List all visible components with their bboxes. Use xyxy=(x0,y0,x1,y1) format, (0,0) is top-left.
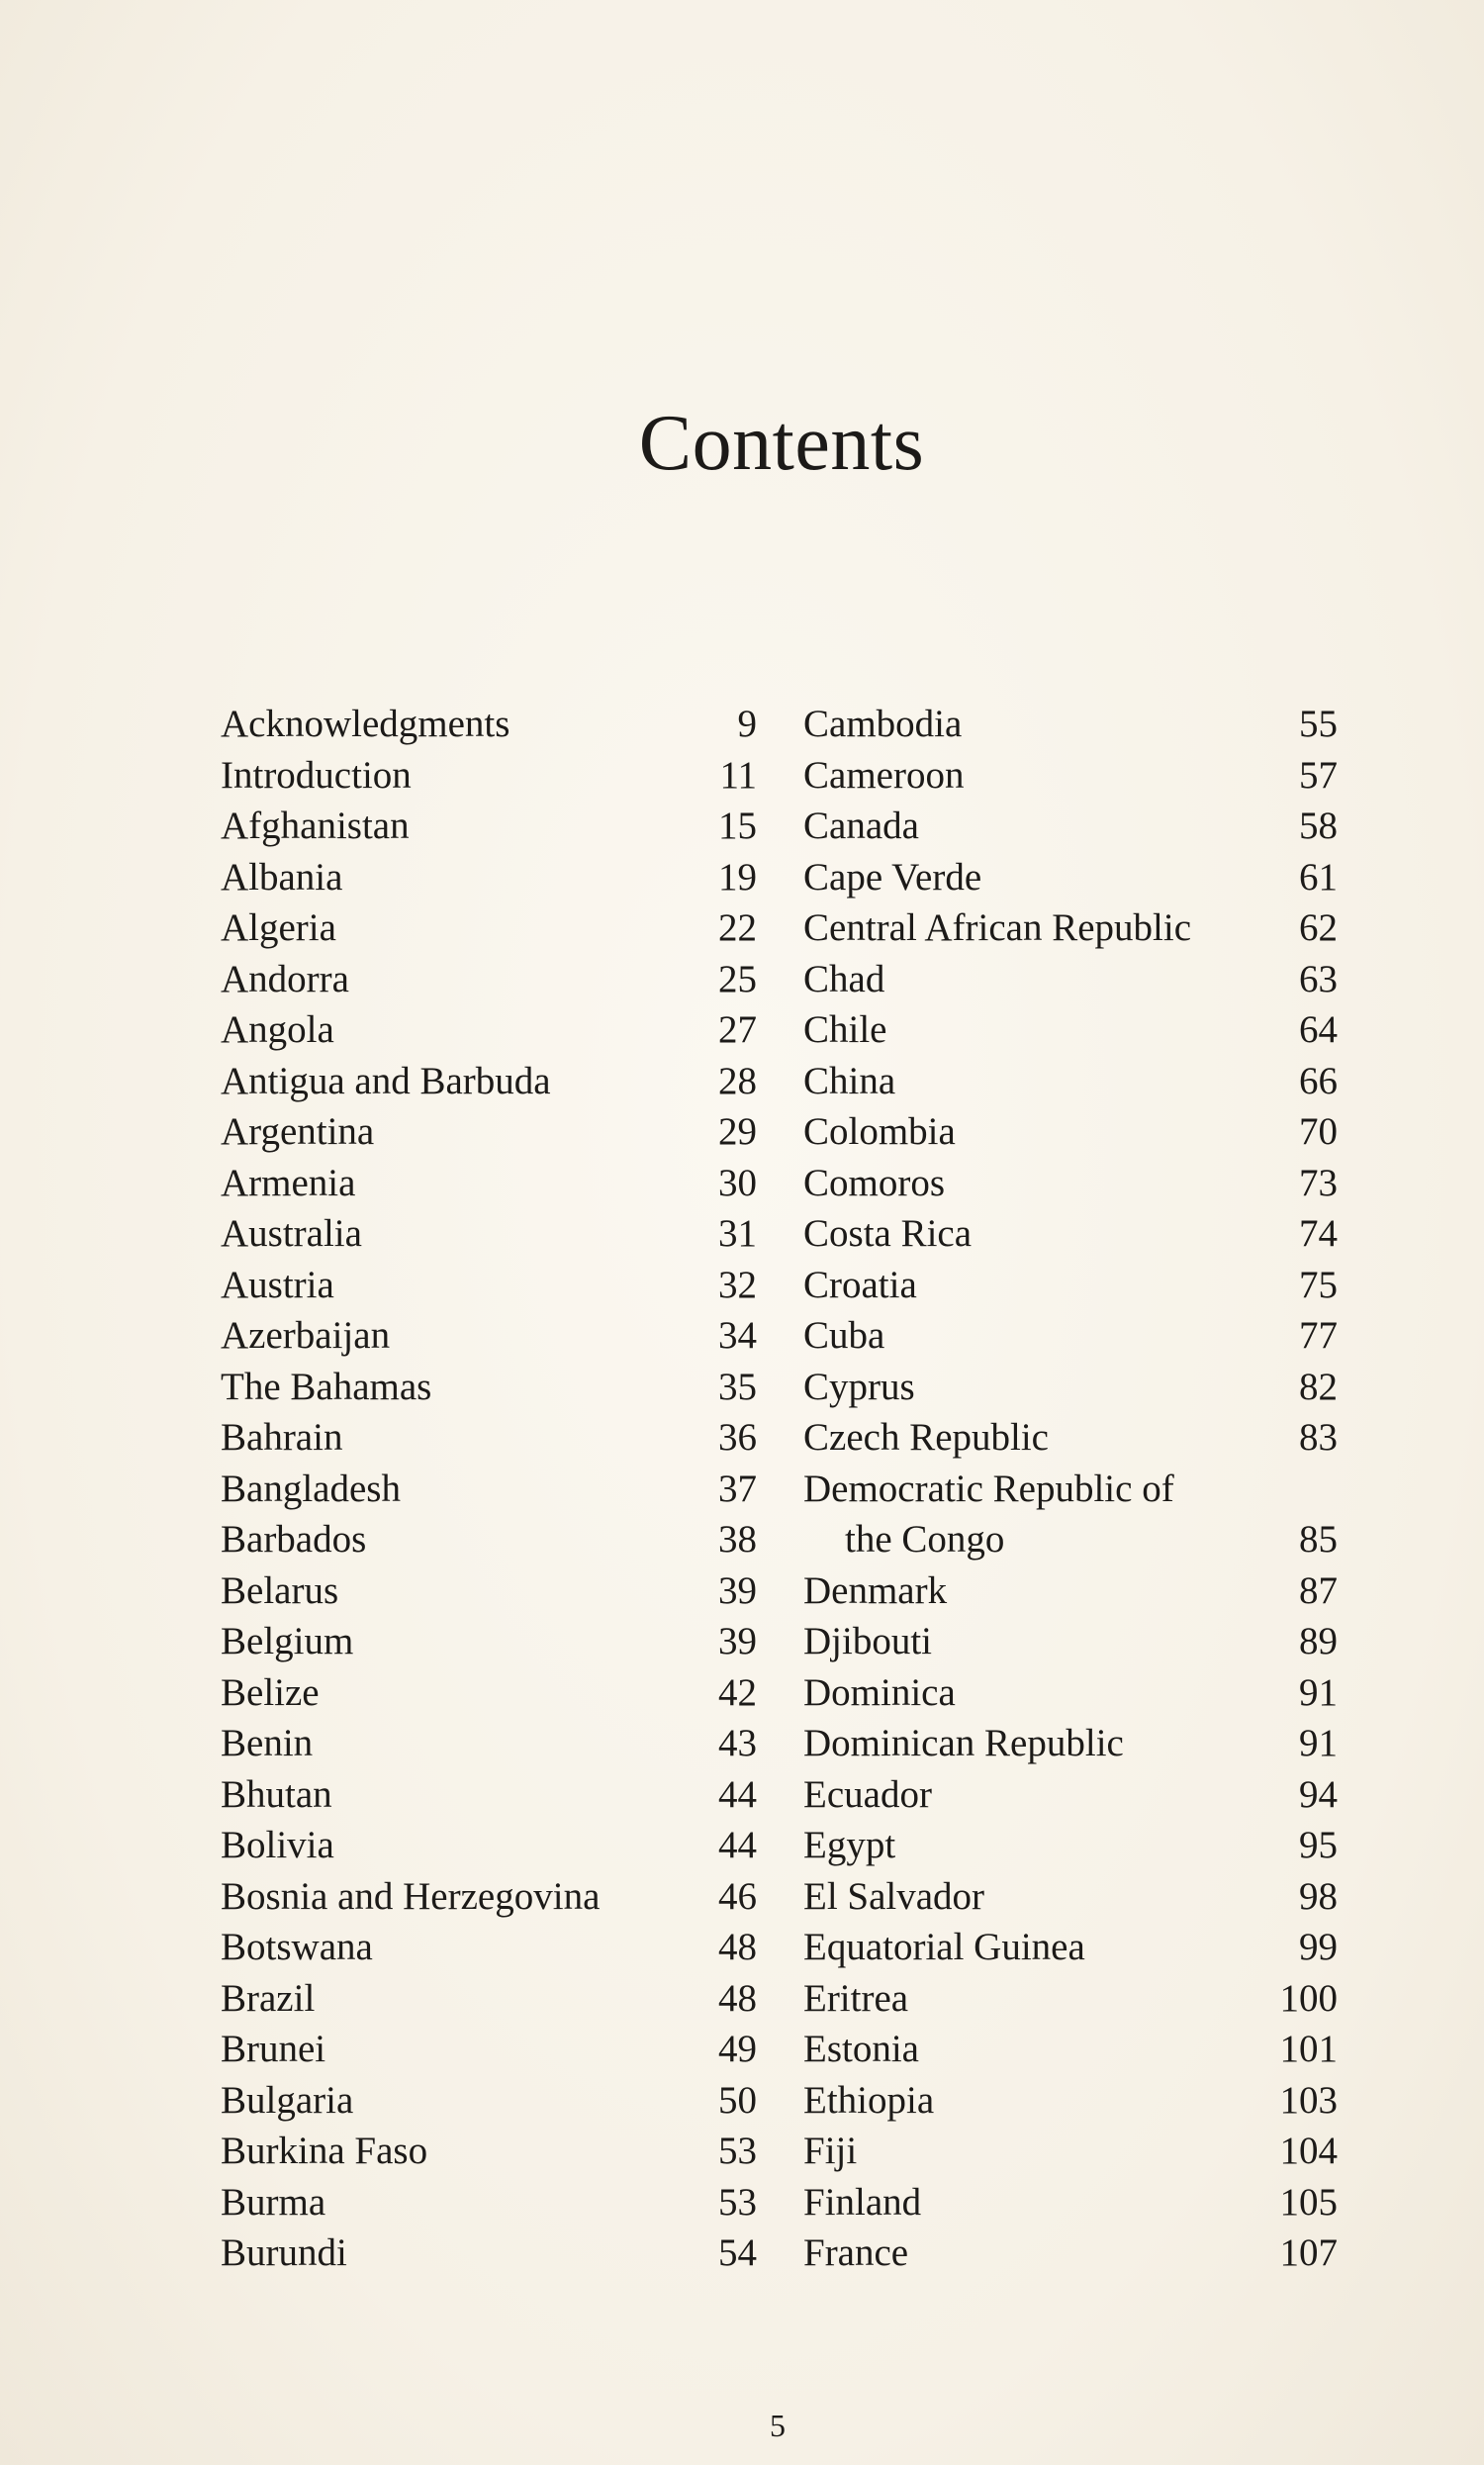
toc-entry-page: 55 xyxy=(1299,703,1338,745)
toc-entry-page: 46 xyxy=(718,1874,757,1918)
toc-entry-page: 73 xyxy=(1299,1161,1338,1204)
toc-entry xyxy=(221,2177,757,2228)
toc-entry-title: Algeria xyxy=(221,906,336,949)
toc-entry-title: Colombia xyxy=(803,1110,956,1153)
toc-entry-title: Central African Republic xyxy=(803,906,1192,949)
toc-entry-page: 48 xyxy=(718,1976,757,2020)
toc-entry xyxy=(803,2024,1338,2075)
toc-entry-title: Comoros xyxy=(803,1161,946,1204)
toc-entry-page: 50 xyxy=(718,2078,757,2122)
toc-entry xyxy=(221,1056,757,1107)
toc-entry xyxy=(221,1820,757,1871)
toc-entry-title: The Bahamas xyxy=(221,1365,432,1408)
toc-entry xyxy=(803,699,1338,750)
toc-entry-title: Costa Rica xyxy=(803,1212,973,1255)
toc-entry xyxy=(221,1464,757,1515)
toc-entry-title: Fiji xyxy=(803,2130,858,2172)
toc-entry xyxy=(221,1667,757,1719)
toc-entry-page: 35 xyxy=(718,1365,757,1408)
toc-entry-title: Cyprus xyxy=(803,1365,915,1408)
toc-entry xyxy=(803,1004,1338,1056)
toc-entry-title: Azerbaijan xyxy=(221,1314,391,1357)
toc-entry-page: 11 xyxy=(719,753,757,797)
toc-entry-title: Finland xyxy=(803,2180,922,2224)
toc-entry xyxy=(221,1922,757,1973)
toc-entry-page: 44 xyxy=(718,1824,757,1866)
toc-entry xyxy=(221,750,757,802)
toc-entry-title: Albania xyxy=(221,855,343,899)
toc-entry xyxy=(221,801,757,852)
toc-entry-page: 27 xyxy=(718,1008,757,1051)
toc-entry xyxy=(803,1973,1338,2025)
toc-entry-title: Equatorial Guinea xyxy=(803,1926,1085,1968)
toc-entry-page: 83 xyxy=(1299,1416,1338,1459)
toc-entry-page: 53 xyxy=(718,2130,757,2172)
toc-entry xyxy=(803,1260,1338,1311)
toc-entry-title: Bolivia xyxy=(221,1824,334,1866)
toc-entry xyxy=(221,2075,757,2127)
toc-entry-title: Dominica xyxy=(803,1670,956,1714)
toc-entry xyxy=(221,1616,757,1667)
toc-entry-title: Brunei xyxy=(221,2028,326,2070)
toc-entry xyxy=(221,1769,757,1821)
toc-entry xyxy=(221,902,757,954)
toc-entry xyxy=(221,1260,757,1311)
toc-entry-title: Burundi xyxy=(221,2231,347,2274)
toc-entry xyxy=(221,699,757,750)
toc-entry-title: Eritrea xyxy=(803,1976,909,2020)
toc-entry-title: Denmark xyxy=(803,1568,948,1612)
toc-entry-title: Cameroon xyxy=(803,753,965,797)
toc-entry-page: 98 xyxy=(1299,1874,1338,1918)
toc-entry-title: Democratic Republic of the Congo xyxy=(803,1467,1174,1561)
toc-entry xyxy=(803,750,1338,802)
toc-entry-page: 77 xyxy=(1299,1314,1338,1357)
toc-entry-title: Canada xyxy=(803,805,919,847)
toc-entry-title: Ecuador xyxy=(803,1772,932,1816)
toc-entry xyxy=(221,1718,757,1769)
toc-entry-page: 107 xyxy=(1279,2231,1338,2274)
toc-entry-page: 42 xyxy=(718,1670,757,1714)
toc-entry-title: Cuba xyxy=(803,1314,885,1357)
toc-entry-title: Czech Republic xyxy=(803,1416,1049,1459)
toc-entry xyxy=(803,1208,1338,1260)
toc-entry-page: 64 xyxy=(1299,1008,1338,1051)
toc-entry-title: Bosnia and Herzegovina xyxy=(221,1874,601,1918)
toc-entry-page: 89 xyxy=(1299,1620,1338,1662)
toc-entry-page: 32 xyxy=(718,1263,757,1306)
toc-entry-page: 91 xyxy=(1299,1670,1338,1714)
toc-entry xyxy=(221,1412,757,1464)
toc-entry-title: El Salvador xyxy=(803,1874,985,1918)
toc-entry-title: Acknowledgments xyxy=(221,703,510,745)
toc-entry-page: 44 xyxy=(718,1772,757,1816)
toc-entry-title: Bangladesh xyxy=(221,1467,401,1510)
toc-entry xyxy=(221,2126,757,2177)
toc-entry-title: Djibouti xyxy=(803,1620,933,1662)
toc-entry xyxy=(803,2228,1338,2279)
toc-entry xyxy=(221,1514,757,1565)
toc-entry-page: 99 xyxy=(1299,1926,1338,1968)
toc-entry-page: 34 xyxy=(718,1314,757,1357)
toc-entry xyxy=(803,1616,1338,1667)
toc-entry xyxy=(221,1973,757,2025)
toc-entry-title: Croatia xyxy=(803,1263,917,1306)
toc-entry-title: Chad xyxy=(803,957,885,1000)
toc-entry-page: 57 xyxy=(1299,753,1338,797)
toc-entry-page: 22 xyxy=(718,906,757,949)
toc-entry-title: Estonia xyxy=(803,2028,919,2070)
toc-entry-page: 91 xyxy=(1299,1722,1338,1764)
toc-entry xyxy=(221,1310,757,1362)
toc-entry-page: 63 xyxy=(1299,957,1338,1000)
toc-entry xyxy=(803,1056,1338,1107)
toc-entry-page: 28 xyxy=(718,1059,757,1102)
toc-entry xyxy=(221,1871,757,1923)
toc-entry-title: Austria xyxy=(221,1263,334,1306)
toc-entry-title: Benin xyxy=(221,1722,314,1764)
toc-entry-page: 25 xyxy=(718,957,757,1000)
toc-entry-title: Afghanistan xyxy=(221,805,410,847)
toc-entry-page: 70 xyxy=(1299,1110,1338,1153)
toc-entry xyxy=(803,1412,1338,1464)
toc-entry-title: Dominican Republic xyxy=(803,1722,1124,1764)
toc-entry xyxy=(803,1871,1338,1923)
toc-entry xyxy=(803,1310,1338,1362)
toc-entry-page: 104 xyxy=(1279,2130,1338,2172)
toc-entry-page: 74 xyxy=(1299,1212,1338,1255)
toc-entry-page: 87 xyxy=(1299,1568,1338,1612)
toc-entry-title: Australia xyxy=(221,1212,362,1255)
toc-entry xyxy=(221,2024,757,2075)
toc-entry-title: Angola xyxy=(221,1008,334,1051)
toc-entry-page: 49 xyxy=(718,2028,757,2070)
toc-entry-page: 66 xyxy=(1299,1059,1338,1102)
toc-entry-page: 30 xyxy=(718,1161,757,1204)
toc-entry xyxy=(221,852,757,903)
toc-entry-page: 15 xyxy=(718,805,757,847)
toc-entry-title: Cape Verde xyxy=(803,855,982,899)
toc-entry-page: 58 xyxy=(1299,805,1338,847)
toc-entry-title: Introduction xyxy=(221,753,412,797)
toc-entry-title: Brazil xyxy=(221,1976,316,2020)
toc-entry-title: Chile xyxy=(803,1008,887,1051)
toc-entry xyxy=(803,1158,1338,1209)
toc-entry-page: 62 xyxy=(1299,906,1338,949)
toc-entry-title: Cambodia xyxy=(803,703,963,745)
toc-entry-page: 39 xyxy=(718,1568,757,1612)
toc-entry xyxy=(803,1820,1338,1871)
toc-entry xyxy=(221,1158,757,1209)
toc-entry-page: 43 xyxy=(718,1722,757,1764)
toc-entry-title: Bhutan xyxy=(221,1772,332,1816)
toc-entry-title: Bahrain xyxy=(221,1416,343,1459)
toc-entry xyxy=(803,1718,1338,1769)
toc-entry-title: Ethiopia xyxy=(803,2078,935,2122)
toc-entry xyxy=(803,801,1338,852)
toc-entry xyxy=(221,1208,757,1260)
toc-entry-page: 9 xyxy=(737,703,757,745)
toc-entry-title: Belize xyxy=(221,1670,320,1714)
contents-column-left xyxy=(221,699,757,2279)
toc-entry xyxy=(803,1106,1338,1158)
toc-entry xyxy=(221,2228,757,2279)
toc-entry-title: Barbados xyxy=(221,1518,367,1561)
toc-entry-title: Burkina Faso xyxy=(221,2130,428,2172)
toc-entry xyxy=(803,954,1338,1005)
toc-entry xyxy=(803,1922,1338,1973)
toc-entry-page: 103 xyxy=(1279,2078,1338,2122)
toc-entry xyxy=(803,852,1338,903)
toc-entry-page: 53 xyxy=(718,2180,757,2224)
toc-entry-title: France xyxy=(803,2231,909,2274)
toc-entry-title: Belgium xyxy=(221,1620,354,1662)
toc-entry-page: 85 xyxy=(1299,1518,1338,1561)
toc-entry-page: 31 xyxy=(718,1212,757,1255)
toc-entry xyxy=(803,1565,1338,1617)
toc-entry-title: Andorra xyxy=(221,957,349,1000)
toc-entry-page: 95 xyxy=(1299,1824,1338,1866)
toc-entry-page: 105 xyxy=(1279,2180,1338,2224)
toc-entry xyxy=(803,2075,1338,2127)
toc-entry xyxy=(803,1769,1338,1821)
toc-entry-title: Burma xyxy=(221,2180,326,2224)
toc-entry xyxy=(803,1464,1338,1565)
toc-entry-page: 38 xyxy=(718,1518,757,1561)
toc-entry-page: 61 xyxy=(1299,855,1338,899)
toc-entry-page: 36 xyxy=(718,1416,757,1459)
toc-entry-title: Botswana xyxy=(221,1926,373,1968)
contents-column-right xyxy=(803,699,1338,2279)
toc-entry xyxy=(221,1106,757,1158)
toc-entry-title: Armenia xyxy=(221,1161,356,1204)
toc-entry-title: Belarus xyxy=(221,1568,339,1612)
toc-entry xyxy=(221,1565,757,1617)
toc-entry-page: 75 xyxy=(1299,1263,1338,1306)
page-number: 5 xyxy=(770,2408,786,2443)
toc-entry-page: 39 xyxy=(718,1620,757,1662)
toc-entry-title: Antigua and Barbuda xyxy=(221,1059,551,1102)
toc-entry-title: China xyxy=(803,1059,896,1102)
toc-entry-title: Egypt xyxy=(803,1824,896,1866)
toc-entry-title: Bulgaria xyxy=(221,2078,354,2122)
toc-entry-page: 82 xyxy=(1299,1365,1338,1408)
toc-entry-page: 19 xyxy=(718,855,757,899)
toc-entry-page: 37 xyxy=(718,1467,757,1510)
toc-entry-title: Argentina xyxy=(221,1110,375,1153)
toc-entry xyxy=(803,2126,1338,2177)
toc-entry-page: 101 xyxy=(1279,2028,1338,2070)
toc-entry-page: 94 xyxy=(1299,1772,1338,1816)
toc-entry xyxy=(221,1362,757,1413)
toc-entry-page: 54 xyxy=(718,2231,757,2274)
toc-entry xyxy=(221,954,757,1005)
toc-entry-page: 48 xyxy=(718,1926,757,1968)
toc-entry xyxy=(803,902,1338,954)
toc-entry xyxy=(803,1362,1338,1413)
toc-entry-page: 29 xyxy=(718,1110,757,1153)
page-title: Contents xyxy=(638,400,925,487)
toc-entry xyxy=(221,1004,757,1056)
toc-entry-page: 100 xyxy=(1279,1976,1338,2020)
toc-entry xyxy=(803,1667,1338,1719)
toc-entry xyxy=(803,2177,1338,2228)
